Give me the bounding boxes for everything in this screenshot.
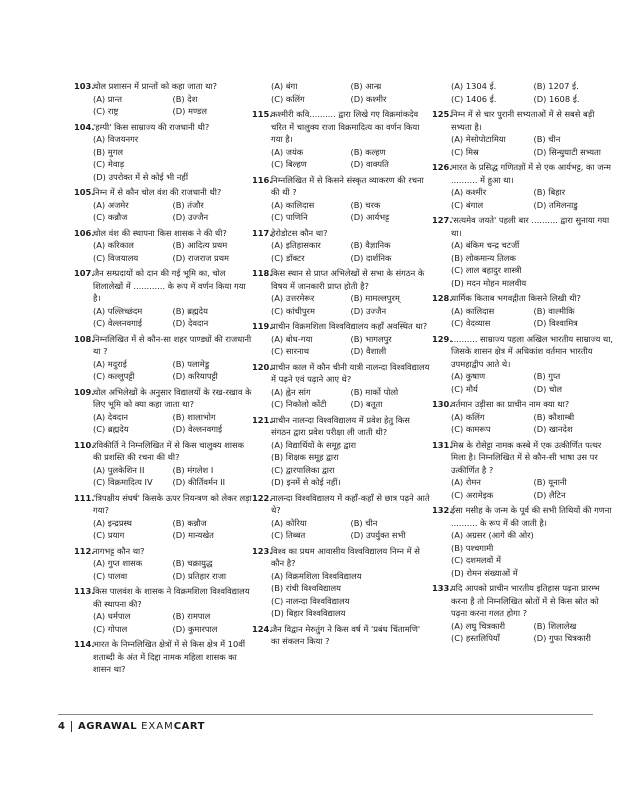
question-text: चोल वंश की स्थापना किस शासक ने की थी? <box>93 227 227 238</box>
answer-option: (C) द्वारपालिका द्वारा <box>271 464 335 475</box>
question-header <box>252 623 430 648</box>
question-text: प्राचीन काल में कौन चीनी यात्री नालन्दा विश्वविद्यालय में पढ़ने एवं पढ़ाने आए थे? <box>271 361 430 384</box>
question-column-3 <box>432 80 616 648</box>
answer-option: (C) पाणिनि <box>271 212 308 222</box>
question-text: 'त्रिपक्षीय संघर्ष' किसके ऊपर नियन्त्रण को लेकर लड़ा गया? <box>93 492 252 515</box>
question-header <box>74 638 252 676</box>
question-block <box>252 361 430 411</box>
answer-options <box>271 146 430 171</box>
answer-option: (A) कश्मीर <box>451 187 487 197</box>
question-number: 120. <box>252 361 273 372</box>
answer-option: (A) पल्लिच्छंदम <box>93 305 143 316</box>
answer-option: (C) मिस्र <box>451 146 479 157</box>
question-header <box>432 292 616 305</box>
question-number: 131. <box>432 439 453 450</box>
question-block <box>74 80 252 118</box>
answer-options <box>93 239 252 264</box>
answer-option: (A) मदुराई <box>93 358 127 369</box>
question-text: निम्नलिखित में से किसने संस्कृत व्याकरण की रचना की थी ? <box>271 174 424 197</box>
answer-option: (A) विक्रमशिला विश्वविद्यालय <box>271 570 362 581</box>
answer-options <box>93 93 252 118</box>
answer-option: (A) लघु चित्रकारी <box>451 620 506 631</box>
answer-option: (C) मेवाड़ <box>93 159 125 169</box>
question-number: 110. <box>74 439 95 450</box>
answer-option: (D) मदन मोहन मालवीय <box>451 277 527 288</box>
question-number: 111. <box>74 492 95 503</box>
question-text: रविकीर्ति ने निम्नलिखित में से किस चालुक्य शासक की प्रशस्ति की रचना की थी? <box>93 439 244 462</box>
answer-option: (A) उत्तरमेरूर <box>271 293 315 303</box>
question-header <box>74 439 252 464</box>
answer-option: (D) खानदेश <box>533 424 573 434</box>
question-header <box>74 386 252 411</box>
question-header <box>74 333 252 358</box>
answer-option: (A) जयंक <box>271 146 304 157</box>
answer-option: (D) इनमें से कोई नहीं। <box>271 477 341 487</box>
answer-option: (C) अरामेइक <box>451 489 494 500</box>
answer-option: (A) पुलकेशिन II <box>93 464 145 475</box>
question-header <box>252 545 430 570</box>
answer-option: (A) विद्यार्थियों के समूह द्वारा <box>271 439 357 450</box>
answer-option: (C) कामरूप <box>451 424 491 434</box>
question-text: धार्मिक किताब भगवद्गीता किसने लिखी थी? <box>451 293 581 303</box>
answer-options <box>93 464 252 489</box>
question-number: 123. <box>252 545 273 556</box>
answer-option: (C) कल्लुपट्टी <box>93 371 135 381</box>
answer-option: (C) वेल्लनवगाई <box>93 318 142 328</box>
answer-option: (B) शिक्षक समूह द्वारा <box>271 452 339 462</box>
question-header <box>252 227 430 240</box>
answer-option: (D) कश्मीर <box>350 93 387 104</box>
answer-options <box>271 80 430 105</box>
question-text: यदि आपको प्राचीन भारतीय इतिहास पढ़ना प्रारम्भ करना है तो निम्नलिखित स्रोतों में से किस स्रोत को पढ़ना करना गलत होगा ? <box>451 583 600 618</box>
answer-option: (A) रोमन <box>451 477 481 487</box>
answer-option: (A) इन्द्रप्रस्थ <box>93 517 132 528</box>
question-number: 116. <box>252 174 273 185</box>
question-block <box>74 333 252 383</box>
question-block <box>432 333 616 396</box>
question-block <box>432 582 616 645</box>
answer-option: (A) अजमेर <box>93 199 129 210</box>
question-block <box>432 439 616 502</box>
answer-option: (C) वेदव्यास <box>451 318 491 328</box>
question-block <box>432 161 616 211</box>
question-block <box>252 492 430 542</box>
question-number: 104. <box>74 121 95 132</box>
question-block <box>74 386 252 436</box>
answer-option: (B) लोकमान्य तिलक <box>451 252 516 263</box>
answer-option: (D) करियापट्टी <box>172 371 218 381</box>
question-header <box>432 161 616 186</box>
answer-option: (D) उज्जैन <box>350 305 387 316</box>
question-number: 126. <box>432 162 453 172</box>
answer-options <box>93 358 252 383</box>
footer-divider <box>71 721 72 732</box>
answer-option: (D) उपरोक्त में से कोई भी नहीं <box>93 171 188 182</box>
answer-option: (A) कुषाण <box>451 371 486 381</box>
question-block <box>432 108 616 158</box>
question-number: 124. <box>252 623 273 634</box>
question-number: 114. <box>74 639 95 649</box>
answer-option: (D) वेल्लनवगाई <box>172 424 223 434</box>
answer-option: (A) मेसोपोटामिया <box>451 134 506 144</box>
answer-option: (D) तमिलनाडु <box>533 199 578 210</box>
answer-option: (B) मामल्लपुरम् <box>350 293 400 303</box>
question-header <box>74 585 252 610</box>
question-text: भारत के प्रसिद्ध गणितज्ञों में से एक आर्यभट्ट, का जन्म .......... में हुआ था। <box>451 162 611 185</box>
question-header <box>432 108 616 133</box>
answer-option: (B) तंजौर <box>172 199 204 210</box>
answer-option: (A) अग्रसर (आगे की ओर) <box>451 530 534 540</box>
question-block <box>74 585 252 635</box>
question-text: हेरोडोटस कौन था? <box>271 227 328 238</box>
question-number: 115. <box>252 109 273 119</box>
answer-option: (A) गुप्त शासक <box>93 558 143 568</box>
question-text: चोल अभिलेखों के अनुसार विद्यालयों के रख-रखाव के लिए भूमि को क्या कहा जाता था? <box>93 386 252 409</box>
question-header <box>74 227 252 240</box>
answer-option: (A) कलिंग <box>451 411 485 422</box>
question-header <box>432 333 616 371</box>
question-text: किस पालवंश के शासक ने विक्रमशिला विश्वविद्यालय की स्थापना की? <box>93 586 250 609</box>
answer-option: (A) 1304 ई. <box>451 81 497 91</box>
question-header <box>432 439 616 477</box>
answer-option: (C) हस्तलिपियाँ <box>451 633 500 643</box>
question-text: प्राचीन नालन्दा विश्वविद्यालय में प्रवेश हेतु किस संगठन द्वारा प्रवेश परीक्षा ली जाती थी? <box>271 414 410 437</box>
question-number: 119. <box>252 321 273 331</box>
question-block <box>74 186 252 224</box>
question-block <box>252 174 430 224</box>
question-header <box>74 492 252 517</box>
answer-options <box>451 80 616 105</box>
answer-option: (B) रामपाल <box>172 611 211 621</box>
question-number: 117. <box>252 227 273 238</box>
brand-exam: EXAM <box>141 720 174 732</box>
question-number: 112. <box>74 545 95 556</box>
answer-options <box>271 517 430 542</box>
answer-option: (C) मौर्य <box>451 383 478 394</box>
answer-option: (D) विश्वामित्र <box>533 318 578 328</box>
answer-option: (A) करिकाल <box>93 240 134 250</box>
answer-option: (B) आन्ध्र <box>350 81 382 91</box>
answer-option: (D) वैशाली <box>350 346 387 356</box>
question-block <box>252 80 430 105</box>
question-block <box>252 267 430 317</box>
answer-option: (D) मान्यखेत <box>172 530 214 540</box>
question-text: जैन सम्प्रदायों को दान की गई भूमि का, चोल शिलालेखों में ............ के रूप में वर्णन किया गया है। <box>93 268 246 303</box>
answer-options <box>451 239 616 289</box>
answer-option: (A) विजयनगर <box>93 134 139 144</box>
question-block <box>252 545 430 620</box>
answer-option: (C) बंगाल <box>451 199 484 210</box>
answer-option: (D) वाक्पति <box>350 159 389 169</box>
answer-option: (A) इतिहासकार <box>271 240 321 250</box>
answer-option: (B) यूनानी <box>533 477 567 487</box>
question-number: 108. <box>74 333 95 344</box>
answer-option: (B) कौशाम्बी <box>533 411 575 422</box>
question-block <box>252 108 430 171</box>
question-block <box>252 320 430 358</box>
question-text: निम्नलिखित में से कौन-सा शहर पाण्ड्यों की राजधानी था ? <box>93 333 252 356</box>
answer-options <box>271 292 430 317</box>
answer-option: (D) उपर्युक्त सभी <box>350 530 406 540</box>
answer-option: (A) बोध-गया <box>271 333 313 344</box>
question-block <box>252 414 430 489</box>
answer-option: (D) चोल <box>533 383 563 394</box>
answer-option: (B) पलामेडु <box>172 358 210 369</box>
question-header <box>432 214 616 239</box>
answer-option: (A) प्रान्त <box>93 93 122 104</box>
answer-option: (C) कलिंग <box>271 93 305 104</box>
question-header <box>252 361 430 386</box>
answer-option: (D) लैटिन <box>533 489 566 500</box>
answer-option: (B) गुप्त <box>533 371 561 381</box>
question-number: 103. <box>74 81 95 91</box>
answer-option: (B) मार्को पोलो <box>350 386 399 397</box>
question-header <box>252 108 430 146</box>
answer-option: (B) वाल्मीकि <box>533 305 575 316</box>
answer-options <box>271 199 430 224</box>
answer-option: (D) बिहार विश्वविद्यालय <box>271 608 346 618</box>
question-header <box>252 267 430 292</box>
answer-option: (C) गोपाल <box>93 623 128 634</box>
answer-option: (C) दशमलवों में <box>451 555 501 565</box>
question-header <box>252 492 430 517</box>
answer-option: (D) प्रतिहार राजा <box>172 570 227 581</box>
question-text: वर्तमान उड़ीसा का प्राचीन नाम क्या था? <box>451 399 570 409</box>
answer-option: (D) आर्यभट्ट <box>350 212 390 222</box>
answer-option: (B) 1207 ई. <box>533 81 579 91</box>
answer-option: (D) दार्शनिक <box>350 252 392 263</box>
page-number: 4 <box>58 720 65 732</box>
answer-option: (C) तिब्बत <box>271 530 306 540</box>
answer-option: (B) देश <box>172 93 198 104</box>
question-header <box>252 320 430 333</box>
answer-option: (D) राजराज प्रथम <box>172 252 230 263</box>
answer-option: (B) मंगलेश I <box>172 464 214 475</box>
question-number: 121. <box>252 414 273 425</box>
answer-options <box>451 411 616 436</box>
answer-option: (C) कांचीपुरम <box>271 305 315 316</box>
answer-option: (C) विजयालय <box>93 252 139 263</box>
question-header <box>74 267 252 305</box>
answer-options <box>451 476 616 501</box>
answer-option: (B) शालाभोग <box>172 411 216 422</box>
answer-options <box>93 610 252 635</box>
question-header <box>74 80 252 93</box>
answer-option: (B) आदित्य प्रथम <box>172 240 228 250</box>
answer-option: (B) रांची विश्वविद्यालय <box>271 583 341 593</box>
question-block <box>432 292 616 330</box>
question-text: चोल प्रशासन में प्रान्तों को कहा जाता था? <box>93 81 217 91</box>
question-number: 132. <box>432 505 453 515</box>
answer-option: (D) उज्जैन <box>172 212 209 222</box>
question-text: विश्व का प्रथम आवासीय विश्वविद्यालय निम्न में से कौन है? <box>271 545 420 568</box>
answer-option: (C) सारनाथ <box>271 346 310 356</box>
answer-options <box>271 439 430 489</box>
answer-option: (D) गुफा चित्रकारी <box>533 633 591 643</box>
answer-option: (A) कालिदास <box>451 305 495 316</box>
question-text: नालन्दा विश्वविद्यालय में कहाँ-कहाँ से छात्र पढ़ने आते थे? <box>271 492 430 515</box>
answer-option: (D) रोमन संख्याओं में <box>451 567 518 578</box>
answer-option: (C) कन्नौज <box>93 212 128 222</box>
answer-option: (C) प्रयाग <box>93 530 125 540</box>
answer-options <box>271 570 430 620</box>
answer-options <box>93 199 252 224</box>
answer-options <box>451 305 616 330</box>
question-column-2 <box>252 80 430 651</box>
question-block <box>74 545 252 583</box>
answer-options <box>93 411 252 436</box>
answer-options <box>271 386 430 411</box>
question-number: 106. <box>74 227 95 238</box>
answer-option: (A) कोरिया <box>271 517 307 528</box>
question-header <box>74 121 252 134</box>
brand-name: AGRAWAL <box>77 720 142 732</box>
answer-option: (B) भागलपुर <box>350 333 392 344</box>
question-block <box>432 398 616 436</box>
brand-cart: CART <box>173 720 205 732</box>
question-text: निम्न में से कौन चोल वंश की राजधानी थी? <box>93 187 222 197</box>
question-header <box>432 398 616 411</box>
question-block <box>252 623 430 648</box>
answer-option: (D) 1608 ई. <box>533 93 580 104</box>
answer-options <box>93 557 252 582</box>
answer-option: (B) ब्रह्मदेय <box>172 305 208 316</box>
answer-option: (C) ब्रह्मदेय <box>93 424 129 434</box>
brand-logo <box>78 721 205 732</box>
question-number: 127. <box>432 215 453 225</box>
answer-option: (B) कल्हण <box>350 146 386 157</box>
answer-option: (C) डॉक्टर <box>271 252 305 263</box>
question-block <box>432 504 616 579</box>
question-text: 'हम्पी' किस साम्राज्य की राजधानी थी? <box>93 121 210 132</box>
answer-option: (D) कीर्तिवर्मन II <box>172 477 226 487</box>
question-block <box>74 638 252 676</box>
question-header <box>252 174 430 199</box>
question-block <box>74 267 252 330</box>
answer-option: (B) चक्रायुद्ध <box>172 558 213 568</box>
question-header <box>74 545 252 558</box>
question-block <box>74 227 252 265</box>
question-block <box>432 80 616 105</box>
answer-options <box>451 620 616 645</box>
question-number: 113. <box>74 586 95 596</box>
answer-options <box>451 529 616 579</box>
question-text: 'सत्यमेव जयते' पहली बार .......... द्वारा सुनाया गया था। <box>451 215 610 238</box>
answer-option: (A) बंकिम चन्द्र चटर्जी <box>451 240 520 250</box>
answer-option: (B) मुगल <box>93 146 124 157</box>
question-text: नागभट्ट कौन था? <box>93 545 145 556</box>
answer-option: (D) मण्डल <box>172 106 207 116</box>
answer-option: (A) धर्मपाल <box>93 611 131 621</box>
answer-option: (B) बिहार <box>533 187 566 197</box>
question-text: प्राचीन विक्रमशिला विश्वविद्यालय कहाँ अवस्थित था? <box>271 321 428 331</box>
question-text: मिस्र के रोसेट्टा नामक कस्बे में एक उत्कीर्णित पत्थर मिला है। निम्नलिखित में से कौन-सी भाषा उस पर उत्कीर्णित है ? <box>451 439 602 475</box>
answer-option: (C) लाल बहादुर शास्त्री <box>451 265 522 275</box>
question-block <box>252 227 430 265</box>
question-number: 122. <box>252 492 273 503</box>
question-text: भारत के निम्नलिखित क्षेत्रों में से किस क्षेत्र में 10वीं शताब्दी के अंत में दिद्दा नामक महिला शासक का शासन था? <box>93 639 245 674</box>
question-text: .......... साम्राज्य पहला अखिल भारतीय साम्राज्य था, जिसके शासन क्षेत्र में अधिकांश वर्तमान भारतीय उपमहाद्वीप आते थे। <box>451 333 613 369</box>
question-number: 129. <box>432 333 453 344</box>
answer-option: (B) कन्नौज <box>172 517 207 528</box>
question-text: किस स्थान से प्राप्त अभिलेखों से सभा के संगठन के विषय में जानकारी प्राप्त होती है? <box>271 268 425 291</box>
question-number: 107. <box>74 268 95 278</box>
answer-option: (B) शिलालेख <box>533 620 577 631</box>
answer-option: (B) पश्चगामी <box>451 542 494 553</box>
answer-option: (A) कालिदास <box>271 199 315 210</box>
answer-option: (D) सिन्धुघाटी सभ्यता <box>533 146 601 157</box>
question-block <box>74 439 252 489</box>
answer-options <box>93 305 252 330</box>
question-number: 125. <box>432 109 453 119</box>
answer-option: (D) बतूता <box>350 399 383 409</box>
question-text: जैन विद्वान मेरुतुंग ने किस वर्ष में 'प्रबंध चिंतामणि' का संकलन किया ? <box>271 623 421 646</box>
answer-option: (C) पालवा <box>93 570 128 581</box>
answer-options <box>451 370 616 395</box>
answer-option: (C) विक्रमादित्य IV <box>93 477 153 487</box>
answer-option: (D) देवदान <box>172 318 209 328</box>
answer-option: (C) निकोलो कोंटी <box>271 399 327 409</box>
answer-option: (B) वैज्ञानिक <box>350 240 391 250</box>
question-text: कश्मीरी कवि.......... द्वारा लिखे गए विक्रमांकदेव चरित में चालुक्य राजा विक्रमादित्य का वर्णन किया गया है। <box>271 109 420 144</box>
answer-option: (A) बंगा <box>271 81 298 91</box>
answer-option: (A) ह्वेन सांग <box>271 386 311 397</box>
question-block <box>74 492 252 542</box>
question-number: 130. <box>432 399 453 409</box>
answer-options <box>271 333 430 358</box>
question-header <box>74 186 252 199</box>
question-text: निम्न में से चार पुरानी सभ्यताओं में से सबसे बड़ी सभ्यता है। <box>451 109 595 132</box>
answer-options <box>451 186 616 211</box>
question-number: 133. <box>432 583 453 593</box>
question-number: 118. <box>252 268 273 278</box>
answer-option: (B) चरक <box>350 199 381 210</box>
question-header <box>432 582 616 620</box>
question-text: ईसा मसीह के जन्म के पूर्व की सभी तिथियों की गणना .......... के रूप में की जाती है। <box>451 505 612 528</box>
answer-option: (D) कुमारपाल <box>172 623 218 634</box>
question-number: 128. <box>432 293 453 303</box>
answer-options <box>93 517 252 542</box>
answer-options <box>93 133 252 183</box>
question-column-1 <box>74 80 252 679</box>
answer-options <box>271 239 430 264</box>
answer-option: (C) बिल्हण <box>271 159 307 169</box>
question-number: 105. <box>74 187 95 197</box>
question-block <box>74 121 252 184</box>
answer-option: (B) चीन <box>533 134 561 144</box>
answer-option: (A) देवदान <box>93 411 128 422</box>
answer-options <box>451 133 616 158</box>
question-header <box>432 504 616 529</box>
question-number: 109. <box>74 386 95 397</box>
question-block <box>432 214 616 289</box>
question-header <box>252 414 430 439</box>
answer-option: (B) चीन <box>350 517 378 528</box>
answer-option: (C) राष्ट्र <box>93 106 119 116</box>
answer-option: (C) 1406 ई. <box>451 93 497 104</box>
page-footer <box>58 714 593 737</box>
answer-option: (C) नालन्दा विश्वविद्यालय <box>271 595 350 606</box>
